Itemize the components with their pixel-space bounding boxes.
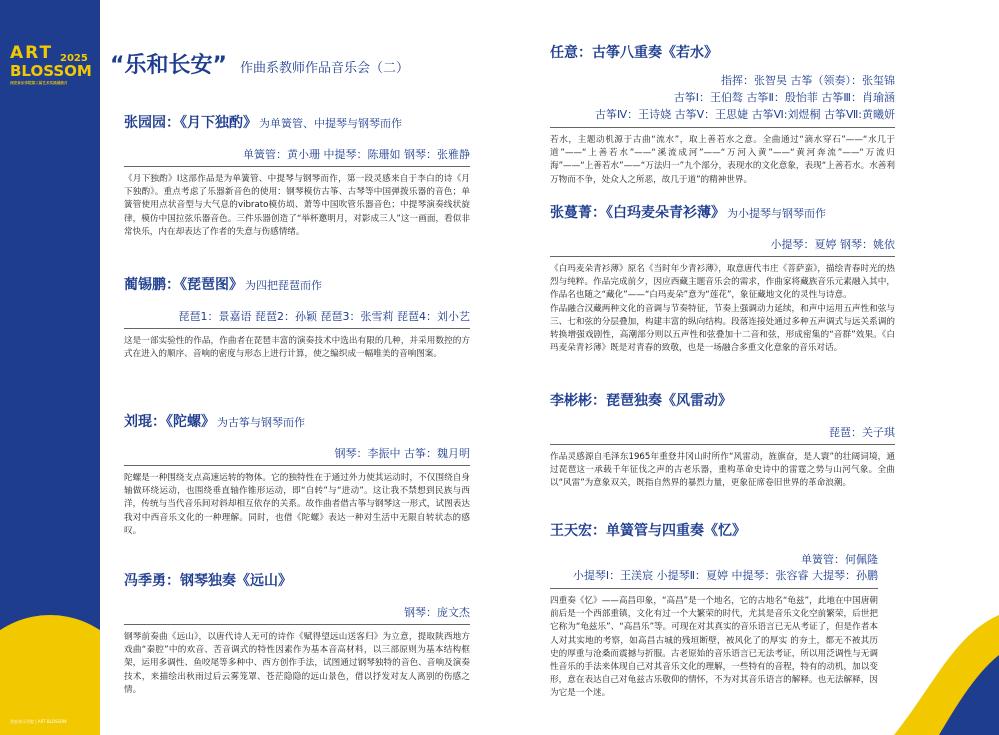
program-note: 若水，主题动机源于古曲“流水”，取上善若水之意。全曲通过“滴水穿石”——“水几于道”——“上善若水”——“溪流成河”——“万河入黄”——“黄河奔流”——“万流归海”——“上善若水”——“万法归一”九个部分，表现水的文化意象，表现“上善若水。水善利万物而不争，处众人之所恶，故几于道”的精神世界。 <box>550 135 895 185</box>
section-left-3 <box>124 411 470 538</box>
section-right-1 <box>550 42 895 187</box>
program-note: 钢琴前奏曲《远山》，以唐代诗人无可的诗作《赋得望远山送客归》为立意，提取陕西地方戏曲“秦腔”中的欢音、苦音调式的特性因素作为基本音高材料，以三部原则为基本结构框架，运用多调性、鱼咬尾等多种中、西方创作手法，试图通过钢琴独特的音色、音响及演奏技术，来描绘出秋雨过后云雾笼罩、苍茫隐隐的远山景色，借以抒发对友人离别的伤感之情。 <box>124 632 470 695</box>
piece-title: 张园园：《月下独酌》 <box>124 115 257 131</box>
program-note: 这是一部实验性的作品，作曲者在琵琶丰富的演奏技术中选出有限的几种，并采用数控的方式在进入的顺序、音响的密度与形态上进行计算，使之编织成一幅唯美的音响图案。 <box>124 336 470 360</box>
piece-desc: 为小提琴与钢琴而作 <box>727 207 826 220</box>
section-right-3 <box>550 390 895 491</box>
yellow-decor-circle <box>0 615 100 735</box>
section-left-4 <box>124 570 470 697</box>
performer-line: 指挥：张智昊 古筝（领奏）：张玺锦 <box>721 74 895 87</box>
divider <box>550 588 878 589</box>
performer-line: 琵琶1：景嘉语 琵琶2：孙颖 琵琶3：张雪莉 琵琶4：刘小艺 <box>178 310 470 323</box>
section-left-1 <box>124 112 470 239</box>
piece-title: 刘琨：《陀螺》 <box>124 414 215 430</box>
program-note: 《月下独酌》Ⅰ这部作品是为单簧管、中提琴与钢琴而作，第一段灵感来自于李白的诗《月下独酌》。重点考虑了乐器新音色的使用：钢琴模仿古筝、古琴等中国弹拨乐器的音色；单簧管使用点状音型与大气息的vibrato模仿埙、萧等中国吹管乐器音色；中提琴演奏线状旋律，模仿中国拉弦乐器音色。三件乐器创造了“举杯邀明月，对影成三人”这一画面，看似非常快乐，内在却表达了作者的失意与伤感情绪。 <box>124 174 470 237</box>
divider <box>124 328 470 329</box>
program-note: 作品灵感源自毛泽东1965年重登井冈山时所作“风雷动，旌旗奋，是人寰”的壮阔词境，通过琵琶这一承载千年征伐之声的古老乐器，重构革命史诗中的雷霆之势与山河气象。全曲以“风雷”为意象双关，既指自然界的暴烈力量，更象征席卷旧世界的革命浪潮。 <box>550 452 895 489</box>
program-note: 四重奏《忆》——高昌印象，“高昌”是一个地名，它的古地名“龟兹”，此地在中国唐朝前后是一个西部重镇，文化有过一个大繁荣的时代，尤其是音乐文化空前繁荣，后世把它称为“龟兹乐”、“高昌乐”等。可现在对其真实的音乐语言已无从考证了，但是作者本人对其实地的考察，如高昌古城的残垣断壁，被风化了的厚实 的夯土，都无不被其历史的厚重与沧桑而震撼与折服。古老原始的音乐语言已无法考证，所以用泛调性与无调性音乐的手法来体现自己对其音乐文化的理解，一些特有的音程，特有的动机，加以变形，意在表达自己对龟兹古乐敬仰的情怀，不为对其音乐语言的解释。也无法解释，因为它是一个迷。 <box>550 596 878 699</box>
sidebar-band <box>0 0 100 735</box>
performer-line: 单簧管：黄小珊 中提琴：陈珊如 钢琴：张雅静 <box>243 148 470 161</box>
program-note: 陀螺是一种围绕支点高速运转的物体。它的独特性在于通过外力使其运动时，不仅围绕自身轴做环绕运动，也围绕垂直轴作锥形运动，即“自转”与“进动”。这让我不禁想到民族与西洋，传统与当代音乐间对斜却相互依存的关系。故作曲者借古筝与钢琴这一形式，试图表达我对中西音乐文化的一种理解。同时，也借《陀螺》表达一种对生活中无限自转状态的感叹。 <box>124 473 470 536</box>
section-left-2 <box>124 274 470 361</box>
title-main: “乐和长安” <box>110 53 227 78</box>
piece-desc: 为单簧管、中提琴与钢琴而作 <box>259 117 402 130</box>
logo-year: 2025 <box>60 53 88 64</box>
performer-line: 琵琶：关子琪 <box>829 426 895 439</box>
logo-blossom: BLOSSOM <box>10 62 92 80</box>
page-title <box>110 48 409 79</box>
section-right-2 <box>550 202 895 355</box>
piece-title: 张蔓菁：《白玛麦朵青衫薄》 <box>550 205 725 221</box>
performer-line: 古筝Ⅰ：王伯骜 古筝Ⅱ：殷怡菲 古筝Ⅲ：肖瑜涵 <box>673 91 895 104</box>
piece-title: 冯季勇：钢琴独奏《远山》 <box>124 573 292 589</box>
piece-desc: 为古筝与钢琴而作 <box>217 416 305 429</box>
divider <box>550 444 895 445</box>
performer-line: 小提琴：夏婷 钢琴：姚依 <box>770 238 895 251</box>
divider <box>550 256 895 257</box>
piece-title: 李彬彬：琵琶独奏《风雷动》 <box>550 393 732 409</box>
divider <box>124 465 470 466</box>
divider <box>124 166 470 167</box>
art-blossom-logo <box>10 45 92 86</box>
piece-title: 蔺锡鹏：《琵琶图》 <box>124 277 243 293</box>
performer-line: 古筝Ⅳ：王诗娆 古筝Ⅴ：王思婕 古筝Ⅵ:刘煜桐 古筝Ⅶ:黄曦妍 <box>594 108 895 121</box>
program-note: 《白玛麦朵青衫薄》原名《当时年少青衫薄》，取意唐代韦庄《菩萨蛮》，描绘青春时光的热烈与纯粹。作品完成前夕，因应西藏主题音乐会的需求，作曲家将藏族音乐元素融入其中，作品名也随之“藏化”——“白玛麦朵”意为“莲花”，象征藏地文化的灵性与诗意。 作品融合汉藏两种文化的音调与节奏特征，节奏上强调动力延续，和声中运用五声性和弦与三、七和弦的分层叠加，构建丰富的纵向结构。段落连接处通过多种五声调式与远关系调的转换增强戏剧性，高潮部分则以五声性和弦叠加十二音和弦，形成密集的“音群”效果。《白玛麦朵青衫薄》既是对青春的致敬，也是一场融合多重文化意象的音乐对话。 <box>550 264 895 354</box>
piece-title: 王天宏：单簧管与四重奏《忆》 <box>550 523 746 539</box>
footer-logos: 西安音乐学院 | ART BLOSSOM <box>10 719 67 724</box>
divider <box>550 127 895 128</box>
logo-subtitle: 西安音乐学院第三届艺术实践展演月 <box>10 81 68 85</box>
performer-line: 小提琴Ⅰ：王渼宸 小提琴Ⅱ：夏婷 中提琴：张容睿 大提琴：孙鹏 <box>572 569 878 582</box>
bottom-right-decor <box>894 615 999 735</box>
section-right-4 <box>550 520 878 701</box>
performer-line: 钢琴：庞文杰 <box>404 606 470 619</box>
performer-line: 钢琴：李振中 古筝：魏月明 <box>334 447 470 460</box>
piece-desc: 为四把琵琶而作 <box>245 279 322 292</box>
piece-title: 任意：古筝八重奏《若水》 <box>550 45 718 61</box>
title-sub: 作曲系教师作品音乐会（二） <box>240 61 410 76</box>
logo-art: ART <box>10 43 54 63</box>
divider <box>124 624 470 625</box>
performer-line: 单簧管：何佩隆 <box>801 553 878 566</box>
